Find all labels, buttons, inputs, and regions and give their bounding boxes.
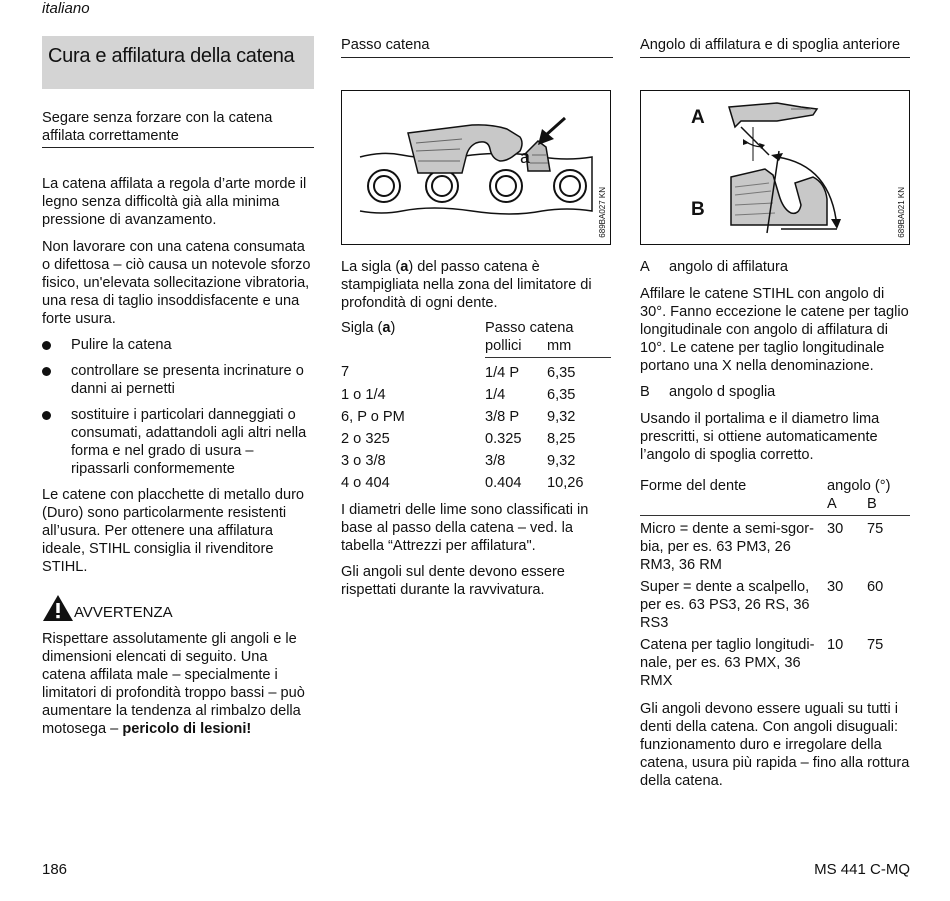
table-row: Micro = dente a semi-sgor-bia, per es. 63 PM3, 26 RM3, 36 RM 30 75 xyxy=(640,520,884,573)
table-row: 2 o 325 0.325 8,25 xyxy=(341,430,576,447)
list-item: sostituire i particolari danneggiati o consumati, adattandoli agli altri nella forma e nel grado di usura – ripassarli conformemente xyxy=(42,406,314,478)
warning-text: Rispettare assolutamente gli angoli e le dimensioni elencati di seguito. Una catena affilata male – specialmente i limitatori di profondità troppo bassi – può aumentare la tendenza al rimbalzo della motosega – pericolo di lesioni! xyxy=(42,631,305,737)
sharpening-angle-illustration xyxy=(641,91,908,243)
paragraph-tooth-angles: Gli angoli sul dente devono essere rispettati durante la ravvivatura. xyxy=(341,563,565,598)
figure-label-a: a xyxy=(520,147,531,167)
sharpening-angle-figure xyxy=(640,90,910,245)
heading-chain-pitch: Passo catena xyxy=(341,36,613,58)
column-sharpening-angles xyxy=(640,36,910,790)
table-row: Catena per taglio longitudi-nale, per es. 63 PMX, 36 RMX 10 75 xyxy=(640,636,884,689)
chain-pitch-illustration xyxy=(342,91,609,243)
warning-heading xyxy=(42,594,314,622)
header-passo-catena: Passo catena xyxy=(485,320,574,336)
column-chain-care xyxy=(42,36,314,738)
paragraph-pitch-marking: La sigla (a) del passo catena è stampigliata nella zona del limitatore di profondità di ogni dente. xyxy=(341,259,592,311)
header-angle-A: A xyxy=(827,495,867,515)
header-sigla: Sigla (a) xyxy=(341,320,396,336)
table-row: Super = dente a scalpello, per es. 63 PS3, 26 RS, 36 RS3 30 60 xyxy=(640,578,884,631)
figure-code: 689BA021 KN xyxy=(897,187,906,238)
paragraph-sharp-chain: La catena affilata a regola d’arte morde il legno senza difficoltà già alla minima pressione di avanzamento. xyxy=(42,176,307,228)
legend-B: B angolo d spoglia xyxy=(640,384,776,400)
page-number: 186 xyxy=(42,861,68,878)
figure-label-A: A xyxy=(691,107,705,128)
section-title: Cura e affilatura della catena xyxy=(42,36,314,89)
paragraph-carbide-chain: Le catene con placchette di metallo duro (Duro) sono particolarmente resistenti all’usura. Per ottenere una affilatura ideale, STIHL consiglia il rivenditore STIHL. xyxy=(42,487,305,575)
header-angolo: angolo (°) xyxy=(827,478,891,494)
bullet-icon xyxy=(42,367,51,376)
paragraph-file-diameters: I diametri delle lime sono classificati in base al passo della catena – ved. la tabella “Attrezzi per affilatura". xyxy=(341,501,589,554)
table-row: 4 o 404 0.404 10,26 xyxy=(341,474,584,491)
header-mm: mm xyxy=(547,337,611,357)
table-row: 3 o 3/8 3/8 9,32 xyxy=(341,452,576,469)
list-item: Pulire la catena xyxy=(42,336,314,354)
paragraph-sharpening-angle: Affilare le catene STIHL con angolo di 30°. Fanno eccezione le catene per taglio longitudinale con angolo di affilatura di 10°. Le catene per taglio longitudinale portano una X nella denominazione. xyxy=(640,286,909,374)
header-pollici: pollici xyxy=(485,337,547,357)
column-chain-pitch xyxy=(341,36,613,599)
document-language: italiano xyxy=(42,0,90,17)
warning-emphasis: pericolo di lesioni! xyxy=(122,721,252,737)
warning-triangle-icon xyxy=(42,594,74,622)
header-forme-dente: Forme del dente xyxy=(640,478,747,494)
paragraph-equal-angles: Gli angoli devono essere uguali su tutti i denti della catena. Con angoli disuguali: funzionamento duro e irregolare della catena, usura più rapida – fino alla rottura della catena. xyxy=(640,700,910,789)
paragraph-worn-chain: Non lavorare con una catena consumata o difettosa – ciò causa un notevole sforzo fisico, un'elevata sollecitazione vibratoria, una resa di taglio insoddisfacente e una forte usura. xyxy=(42,239,311,327)
warning-label: AVVERTENZA xyxy=(74,604,173,621)
chain-pitch-table xyxy=(341,319,611,492)
product-model: MS 441 C-MQ xyxy=(814,861,910,878)
legend-A: A angolo di affilatura xyxy=(640,259,789,275)
list-item: controllare se presenta incrinature o danni ai pernetti xyxy=(42,362,314,398)
chain-pitch-figure xyxy=(341,90,611,245)
paragraph-top-plate-angle: Usando il portalima e il diametro lima prescritti, si ottiene automaticamente l’angolo di spoglia corretto. xyxy=(640,411,880,463)
heading-sharpening-angles: Angolo di affilatura e di spoglia anteriore xyxy=(640,36,910,58)
table-row: 1 o 1/4 1/4 6,35 xyxy=(341,386,576,403)
figure-label-B: B xyxy=(691,199,705,220)
maintenance-checklist xyxy=(42,336,314,478)
table-row: 6, P o PM 3/8 P 9,32 xyxy=(341,408,576,425)
bullet-icon xyxy=(42,341,51,350)
subheading-sharp-chain: Segare senza forzare con la catena affilata correttamente xyxy=(42,109,314,148)
header-angle-B: B xyxy=(867,495,910,515)
table-row: 7 1/4 P 6,35 xyxy=(341,364,576,381)
tooth-angle-table xyxy=(640,477,910,690)
figure-code: 689BA027 KN xyxy=(598,187,607,238)
bullet-icon xyxy=(42,411,51,420)
